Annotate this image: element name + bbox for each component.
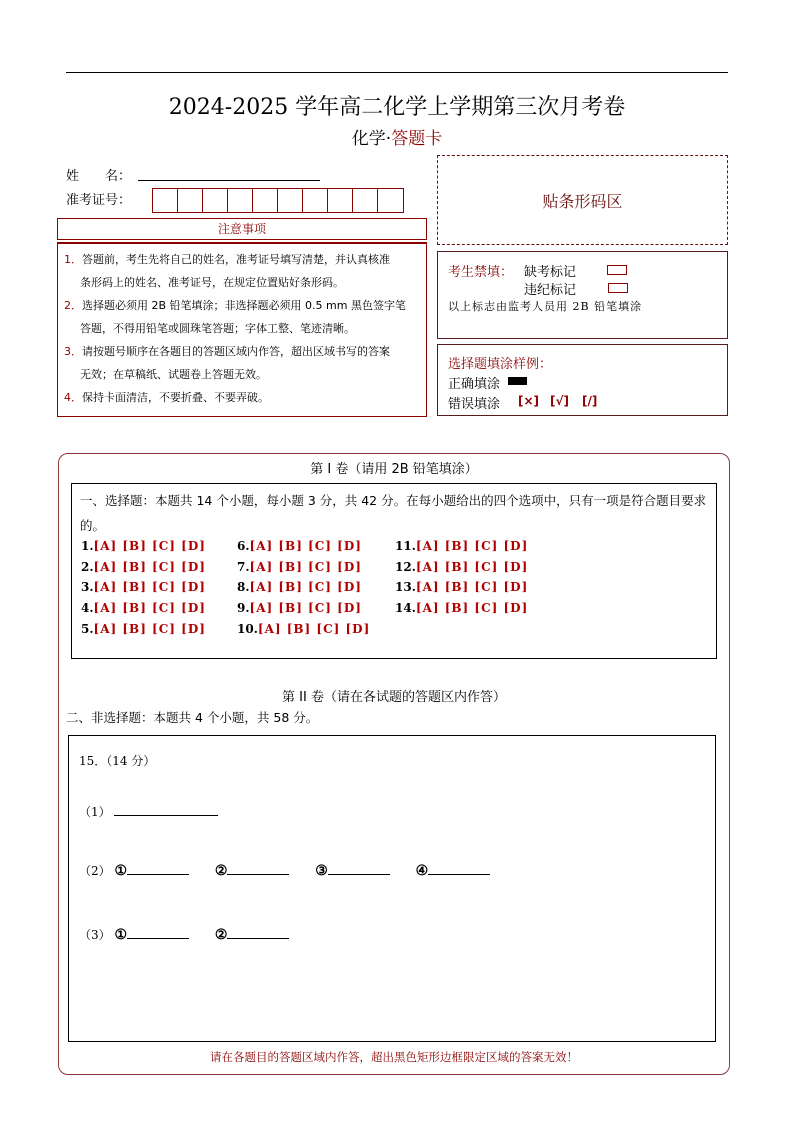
question-number: 14. (395, 601, 416, 615)
id-cell[interactable] (353, 189, 378, 212)
answer-blank[interactable] (328, 862, 390, 875)
sample-title: 选择题填涂样例： (448, 357, 553, 372)
absent-mark-box[interactable] (607, 265, 627, 275)
mc-question-8[interactable] (237, 580, 362, 594)
notice-item (64, 386, 420, 409)
id-cell[interactable] (278, 189, 303, 212)
part-label: （3） (79, 928, 111, 942)
barcode-area (437, 155, 728, 245)
examiner-only-box (437, 251, 728, 339)
name-field[interactable] (138, 180, 320, 181)
notice-num: 4． (64, 391, 82, 404)
notice-item (64, 294, 420, 317)
mc-question-3[interactable] (81, 580, 206, 594)
id-cell[interactable] (203, 189, 228, 212)
notice-list (57, 242, 427, 417)
options[interactable]: [A] [B] [C] [D] (93, 560, 206, 574)
question-number: 5. (81, 622, 94, 636)
wrong-sample-check: [√] (550, 394, 569, 408)
id-label: 准考证号： (66, 193, 132, 208)
question-number: 10. (237, 622, 258, 636)
circled-4-icon: ④ (415, 863, 429, 879)
options[interactable]: [A] [B] [C] [D] (257, 622, 371, 636)
answer-blank[interactable] (127, 926, 189, 939)
options[interactable]: [A] [B] [C] [D] (415, 539, 529, 553)
forbidden-note: 以上标志由监考人员用 2B 铅笔填涂 (448, 300, 643, 313)
notice-item-cont: 答题，不得用铅笔或圆珠笔答题；字体工整、笔迹清晰。 (80, 322, 355, 335)
answer-blank[interactable] (227, 926, 289, 939)
q15-part2 (79, 862, 490, 879)
answer-area-warning: 请在各题目的答题区域内作答，超出黑色矩形边框限定区域的答案无效！ (210, 1050, 578, 1064)
wrong-sample-slash: [/] (582, 394, 598, 408)
section1-intro: 一、选择题：本题共 14 个小题，每小题 3 分，共 42 分。在每小题给出的四个选项中，只有一项是符合题目要求的。 (80, 493, 707, 533)
mc-question-11[interactable] (395, 539, 528, 553)
notice-num: 2． (64, 299, 82, 312)
circled-2-icon: ② (214, 863, 228, 879)
options[interactable]: [A] [B] [C] [D] (93, 622, 206, 636)
question-number: 3. (81, 580, 94, 594)
q15-part1 (79, 803, 218, 820)
circled-1-icon: ① (114, 927, 128, 943)
violation-label: 违纪标记 (524, 283, 577, 298)
question-number: 4. (81, 601, 94, 615)
correct-fill-sample (508, 377, 527, 385)
mc-question-4[interactable] (81, 601, 206, 615)
notice-item (64, 340, 420, 363)
id-cell[interactable] (328, 189, 353, 212)
mc-question-9[interactable] (237, 601, 362, 615)
options[interactable]: [A] [B] [C] [D] (249, 539, 362, 553)
notice-num: 3． (64, 345, 82, 358)
id-cell[interactable] (303, 189, 328, 212)
mc-question-1[interactable] (81, 539, 206, 553)
circled-3-icon: ③ (315, 863, 328, 879)
correct-fill-label: 正确填涂 (448, 377, 501, 392)
top-rule (66, 72, 728, 73)
wrong-sample-x: [×] (518, 394, 540, 408)
q15-heading: 15．（14 分） (79, 754, 156, 768)
notice-num: 1． (64, 253, 82, 266)
mc-question-5[interactable] (81, 622, 206, 636)
mc-question-6[interactable] (237, 539, 362, 553)
mc-question-2[interactable] (81, 560, 206, 574)
question-number: 9. (237, 601, 250, 615)
options[interactable]: [A] [B] [C] [D] (415, 580, 529, 594)
answer-blank[interactable] (227, 862, 289, 875)
answer-blank[interactable] (428, 862, 490, 875)
id-cell[interactable] (253, 189, 278, 212)
question-number: 1. (81, 539, 94, 553)
id-cell[interactable] (178, 189, 203, 212)
notice-text: 选择题必须用 2B 铅笔填涂；非选择题必须用 0.5 mm 黑色签字笔 (82, 299, 406, 312)
options[interactable]: [A] [B] [C] [D] (93, 580, 206, 594)
section2-title: 第 II 卷（请在各试题的答题区内作答） (282, 690, 506, 705)
question-number: 2. (81, 560, 94, 574)
notice-item-cont: 条形码上的姓名、准考证号，在规定位置贴好条形码。 (80, 276, 344, 289)
forbidden-title: 考生禁填： (448, 265, 514, 280)
notice-text: 答题前，考生先将自己的姓名，准考证号填写清楚，并认真核准 (82, 253, 390, 266)
page-subtitle (0, 124, 794, 149)
answer-blank[interactable] (127, 862, 189, 875)
section1-title: 第 I 卷（请用 2B 铅笔填涂） (310, 462, 478, 477)
section2-intro: 二、非选择题：本题共 4 个小题，共 58 分。 (66, 710, 319, 725)
subtitle-card: 答题卡 (391, 129, 443, 149)
id-cell[interactable] (378, 189, 403, 212)
q15-part3 (79, 926, 289, 943)
circled-2-icon: ② (214, 927, 228, 943)
notice-item-cont: 无效；在草稿纸、试题卷上答题无效。 (80, 368, 267, 381)
forbidden-label (448, 261, 513, 280)
question-number: 8. (237, 580, 250, 594)
options[interactable]: [A] [B] [C] [D] (249, 601, 362, 615)
name-label: 姓 名： (66, 169, 132, 184)
part-label: （2） (79, 864, 111, 878)
question-number: 7. (237, 560, 250, 574)
mc-question-10[interactable] (237, 622, 370, 636)
question-number: 12. (395, 560, 416, 574)
id-number-boxes[interactable] (152, 188, 404, 213)
notice-heading: 注意事项 (57, 218, 427, 240)
violation-mark-box[interactable] (608, 283, 628, 293)
answer-blank[interactable] (114, 803, 218, 816)
part-label: （1） (79, 805, 111, 819)
options[interactable]: [A] [B] [C] [D] (249, 560, 362, 574)
options[interactable]: [A] [B] [C] [D] (93, 601, 206, 615)
id-cell[interactable] (153, 189, 178, 212)
question-15-box (68, 735, 716, 1042)
mc-question-13[interactable] (395, 580, 528, 594)
options[interactable]: [A] [B] [C] [D] (415, 601, 529, 615)
mc-question-12[interactable] (395, 560, 528, 574)
absent-label: 缺考标记 (524, 265, 577, 280)
circled-1-icon: ① (114, 863, 128, 879)
question-number: 6. (237, 539, 250, 553)
notice-text: 保持卡面清洁，不要折叠、不要弄破。 (82, 391, 269, 404)
question-number: 13. (395, 580, 416, 594)
mc-question-14[interactable] (395, 601, 528, 615)
mc-question-7[interactable] (237, 560, 362, 574)
question-number: 11. (395, 539, 416, 553)
barcode-label: 贴条形码区 (542, 191, 623, 211)
options[interactable]: [A] [B] [C] [D] (249, 580, 362, 594)
id-cell[interactable] (228, 189, 253, 212)
fill-sample-box (437, 344, 728, 416)
notice-item (64, 248, 420, 271)
options[interactable]: [A] [B] [C] [D] (93, 539, 206, 553)
notice-text: 请按题号顺序在各题目的答题区域内作答，超出区域书写的答案 (82, 345, 390, 358)
wrong-fill-label: 错误填涂 (448, 397, 501, 412)
options[interactable]: [A] [B] [C] [D] (415, 560, 529, 574)
page-title: 2024-2025 学年高二化学上学期第三次月考卷 (168, 95, 626, 120)
subtitle-subject: 化学· (351, 129, 392, 149)
